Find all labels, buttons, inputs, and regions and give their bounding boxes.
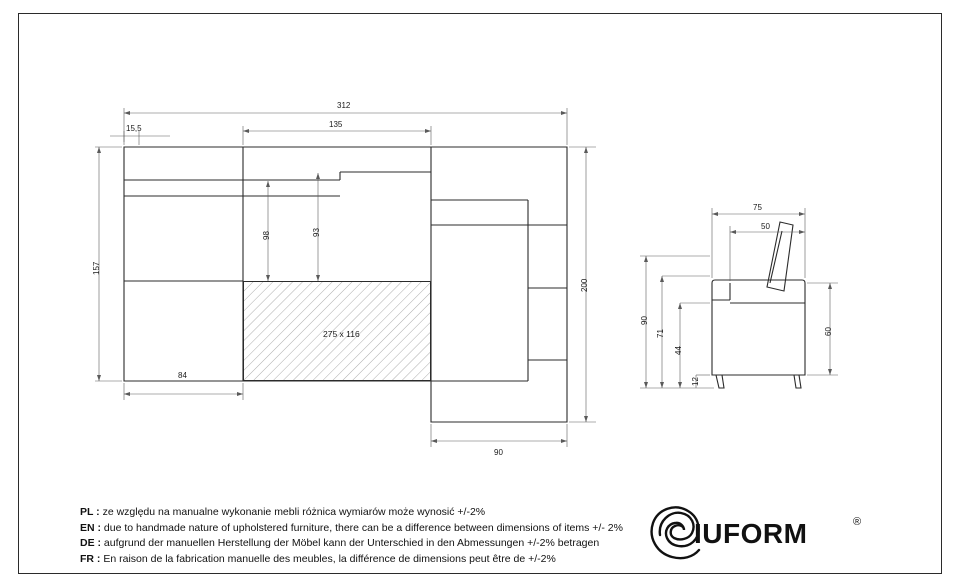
dim-seat-to-arm: 44 bbox=[674, 346, 683, 355]
note-row-en bbox=[80, 521, 640, 537]
sleeping-area-label: 275 x 116 bbox=[323, 329, 360, 339]
note-row-fr bbox=[80, 552, 640, 568]
dim-left-base-width: 84 bbox=[178, 371, 187, 380]
dim-bottom-width: 90 bbox=[494, 448, 503, 457]
dim-overall-width: 312 bbox=[337, 101, 351, 110]
dim-arm-depth-inner: 50 bbox=[761, 222, 770, 231]
tolerance-notes bbox=[80, 505, 640, 567]
dim-left-arm-width: 15,5 bbox=[126, 124, 142, 133]
brand-form: FORM bbox=[723, 518, 808, 549]
top-view-arrowheads bbox=[97, 111, 588, 443]
note-lang-pl: PL : bbox=[80, 506, 100, 518]
note-lang-de: DE : bbox=[80, 537, 101, 549]
note-text-pl: ze względu na manualne wykonanie mebli różnica wymiarów może wynosić +/-2% bbox=[102, 506, 486, 518]
dim-backrest-height-inner: 98 bbox=[262, 231, 271, 240]
brand-iu: IU bbox=[694, 518, 723, 549]
top-view-dimension-lines bbox=[95, 108, 596, 447]
side-view-outline bbox=[712, 222, 805, 388]
note-text-de: aufgrund der manuellen Herstellung der Möbel kann der Unterschied in den Abmessungen +/-2% betragen bbox=[103, 537, 600, 549]
dim-arm-depth-total: 75 bbox=[753, 203, 762, 212]
note-row-de bbox=[80, 536, 640, 552]
side-view-arrowheads bbox=[644, 212, 832, 388]
note-lang-fr: FR : bbox=[80, 552, 101, 565]
note-text-en: due to handmade nature of upholstered furniture, there can be a difference between dimensions of items +/- 2% bbox=[103, 521, 623, 534]
dim-overall-depth-right: 200 bbox=[580, 278, 589, 292]
dim-leg-height: 12 bbox=[691, 377, 700, 386]
dim-seat-width: 135 bbox=[329, 120, 343, 129]
brand-wordmark bbox=[694, 518, 807, 550]
dim-left-depth: 157 bbox=[92, 261, 101, 275]
dim-arm-height: 60 bbox=[824, 327, 833, 336]
side-view-dimension-lines bbox=[640, 208, 838, 388]
dim-back-height: 71 bbox=[656, 329, 665, 338]
dim-backrest-height-outer: 93 bbox=[312, 228, 321, 237]
dim-total-height: 90 bbox=[640, 316, 649, 325]
note-lang-en: EN : bbox=[80, 521, 101, 534]
registered-trademark-symbol: ® bbox=[853, 516, 862, 528]
note-text-fr: En raison de la fabrication manuelle des meubles, la différence de dimensions peut être de +/-2% bbox=[103, 552, 556, 565]
note-row-pl bbox=[80, 505, 640, 521]
